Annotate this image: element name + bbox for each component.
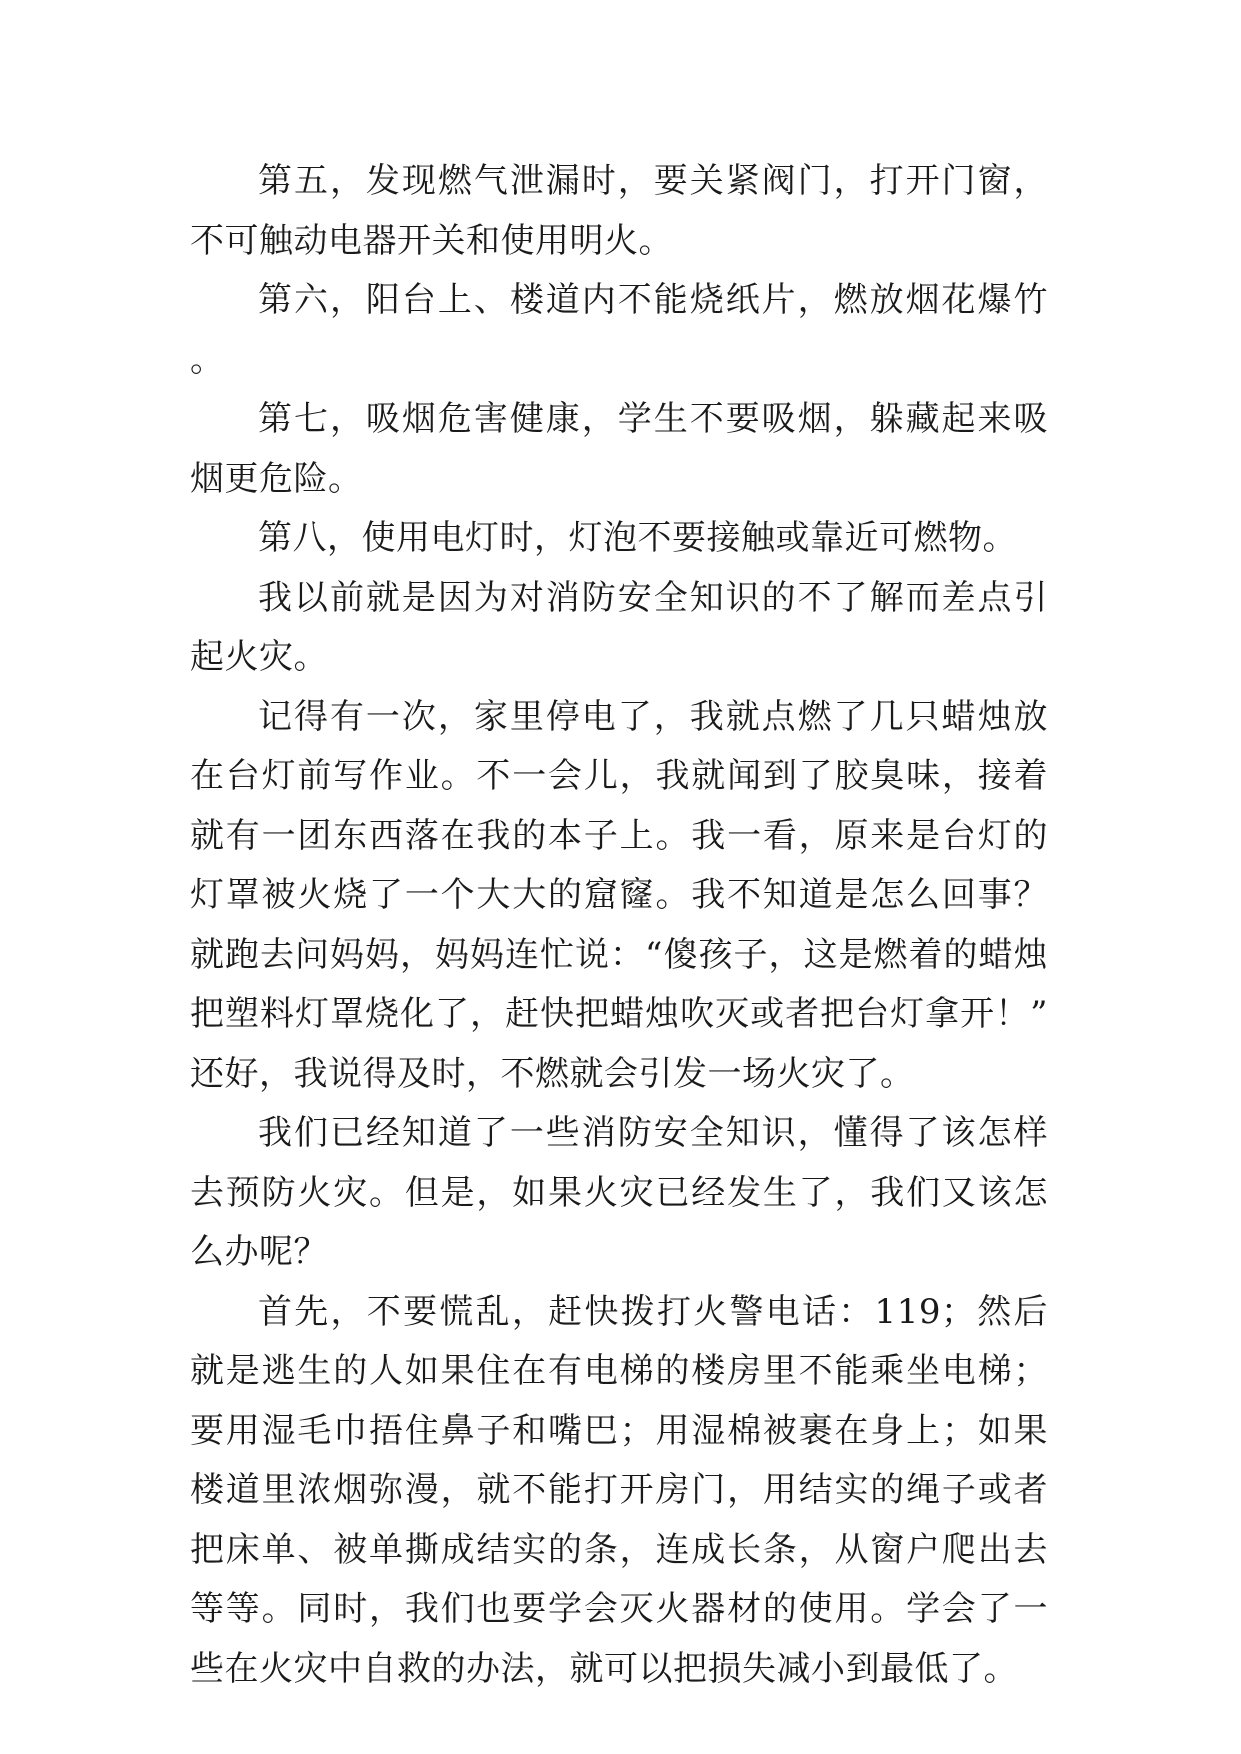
paragraph-4: 第八，使用电灯时，灯泡不要接触或靠近可燃物。 <box>258 518 1017 558</box>
paragraph-2: 第六，阳台上、楼道内不能烧纸片，燃放烟花爆竹。 <box>190 280 1048 380</box>
paragraph-8: 首先，不要慌乱，赶快拨打火警电话：119；然后就是逃生的人如果住在有电梯的楼房里不能乘坐电梯；要用湿毛巾捂住鼻子和嘴巴；用湿棉被裹在身上；如果楼道里浓烟弥漫，就不能打开房门，用结实的绳子或者把床单、被单撕成结实的条，连成长条，从窗户爬出去等等。同时，我们也要学会灭火器材的使用。学会了一些在火灾中自救的办法，就可以把损失减小到最低了。 <box>190 1291 1048 1689</box>
paragraph-7: 我们已经知道了一些消防安全知识，懂得了该怎样去预防火灾。但是，如果火灾已经发生了，我们又该怎么办呢？ <box>190 1113 1048 1272</box>
paragraph-3: 第七，吸烟危害健康，学生不要吸烟，躲藏起来吸烟更危险。 <box>190 399 1048 499</box>
paragraph-5: 我以前就是因为对消防安全知识的不了解而差点引起火灾。 <box>190 577 1048 677</box>
paragraph-6: 记得有一次，家里停电了，我就点燃了几只蜡烛放在台灯前写作业。不一会儿，我就闻到了胶臭味，接着就有一团东西落在我的本子上。我一看，原来是台灯的灯罩被火烧了一个大大的窟窿。我不知道是怎么回事？就跑去问妈妈，妈妈连忙说：“傻孩子，这是燃着的蜡烛把塑料灯罩烧化了，赶快把蜡烛吹灭或者把台灯拿开！”还好，我说得及时，不燃就会引发一场火灾了。 <box>190 696 1048 1094</box>
document-body <box>190 152 1048 1699</box>
paragraph-1: 第五，发现燃气泄漏时，要关紧阀门，打开门窗，不可触动电器开关和使用明火。 <box>190 161 1048 261</box>
